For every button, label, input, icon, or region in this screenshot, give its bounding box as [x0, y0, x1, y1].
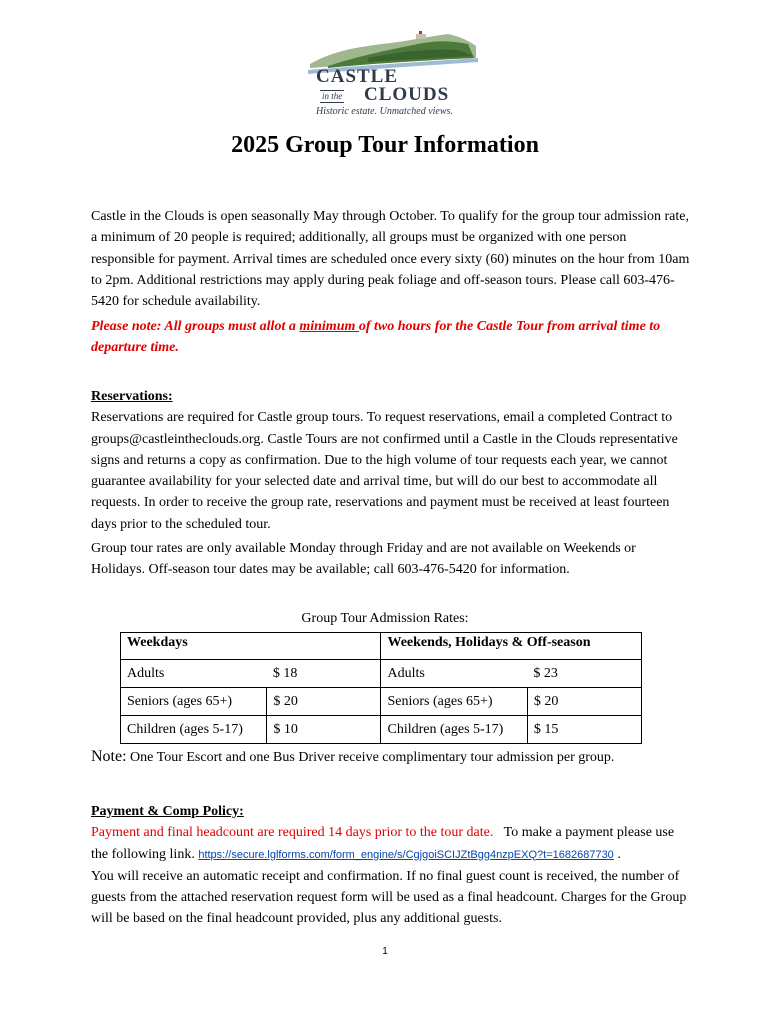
- payment-heading: Payment & Comp Policy:: [91, 804, 244, 819]
- table-row: [121, 716, 642, 744]
- page-title: 2025 Group Tour Information: [231, 132, 539, 158]
- weekday-label: Children (ages 5-17): [121, 716, 267, 744]
- logo-name-inthe: in the: [322, 91, 343, 101]
- payment-details: You will receive an automatic receipt and confirmation. If no final guest count is received, the number of guests from the attached reservation request form will be used as a final headcount. Charges for the Group will be based on the final headcount provided, plus any additional guests.: [91, 868, 687, 927]
- weekday-label: Adults: [121, 660, 267, 688]
- page-number: 1: [382, 946, 388, 957]
- rates-table: [120, 632, 642, 744]
- reservations-section: [91, 386, 691, 535]
- weekday-label: Seniors (ages 65+): [121, 688, 267, 716]
- notice-paragraph: [91, 316, 691, 359]
- rates-table-title: Group Tour Admission Rates:: [301, 611, 469, 626]
- rates-header-row: [121, 633, 642, 660]
- availability-paragraph: Group tour rates are only available Monday through Friday and are not available on Weekends or Holidays. Off-season tour dates may be available; call 603-476-5420 for information.: [91, 541, 636, 578]
- notice-after: of two hours for the Castle Tour from arrival time to departure time.: [91, 319, 661, 356]
- comp-note: [91, 748, 614, 766]
- weekend-label: Children (ages 5-17): [381, 716, 527, 744]
- weekday-price: $ 10: [267, 716, 381, 744]
- payment-body: [91, 822, 691, 866]
- weekend-price: $ 20: [527, 688, 641, 716]
- weekend-price: $ 23: [527, 660, 641, 688]
- reservations-heading: Reservations:: [91, 389, 173, 404]
- payment-instructions: To make a payment please use the following link.: [91, 825, 678, 862]
- weekend-label: Seniors (ages 65+): [381, 688, 527, 716]
- weekday-header: Weekdays: [121, 633, 381, 660]
- notice-emphasis: minimum: [299, 319, 359, 334]
- note-text: One Tour Escort and one Bus Driver receive complimentary tour admission per group.: [126, 750, 615, 765]
- note-label: Note:: [91, 748, 127, 765]
- weekend-label: Adults: [381, 660, 527, 688]
- payment-link[interactable]: https://secure.lglforms.com/form_engine/s/CgjgoiSCIJZtBgg4nzpEXQ?t=1682687730: [198, 848, 614, 861]
- logo-name-castle: CASTLE: [316, 66, 399, 87]
- intro-paragraph: Castle in the Clouds is open seasonally May through October. To qualify for the group tour admission rate, a minimum of 20 people is required; additionally, all groups must be organized with one person responsible for payment. Arrival times are scheduled once every sixty (60) minutes on the hour from 10am to 2pm. Additional restrictions may apply during peak foliage and off-season tours. Please call 603-476-5420 for schedule availability.: [91, 209, 690, 310]
- weekend-header: Weekends, Holidays & Off-season: [381, 633, 642, 660]
- payment-section: [91, 801, 691, 930]
- castle-logo: [308, 28, 478, 120]
- table-row: [121, 688, 642, 716]
- logo-name-clouds: CLOUDS: [364, 84, 450, 105]
- weekday-price: $ 18: [267, 660, 381, 688]
- table-row: [121, 660, 642, 688]
- logo-tagline: Historic estate. Unmatched views.: [316, 106, 453, 117]
- payment-deadline: Payment and final headcount are required 14 days prior to the tour date.: [91, 825, 494, 841]
- payment-link-after: .: [613, 846, 621, 862]
- weekend-price: $ 15: [527, 716, 641, 744]
- weekday-price: $ 20: [267, 688, 381, 716]
- notice-before: Please note: All groups must allot a: [91, 319, 300, 334]
- reservations-body: Reservations are required for Castle group tours. To request reservations, email a completed Contract to groups@castleintheclouds.org. Castle Tours are not confirmed until a Castle in the Clouds representative signs and returns a copy as confirmation. Due to the high volume of tour requests each year, we cannot guarantee availability for your selected date and arrival time, but will do our best to accommodate all requests. In order to receive the group rate, reservations and payment must be received at least fourteen days prior to the scheduled tour.: [91, 410, 678, 532]
